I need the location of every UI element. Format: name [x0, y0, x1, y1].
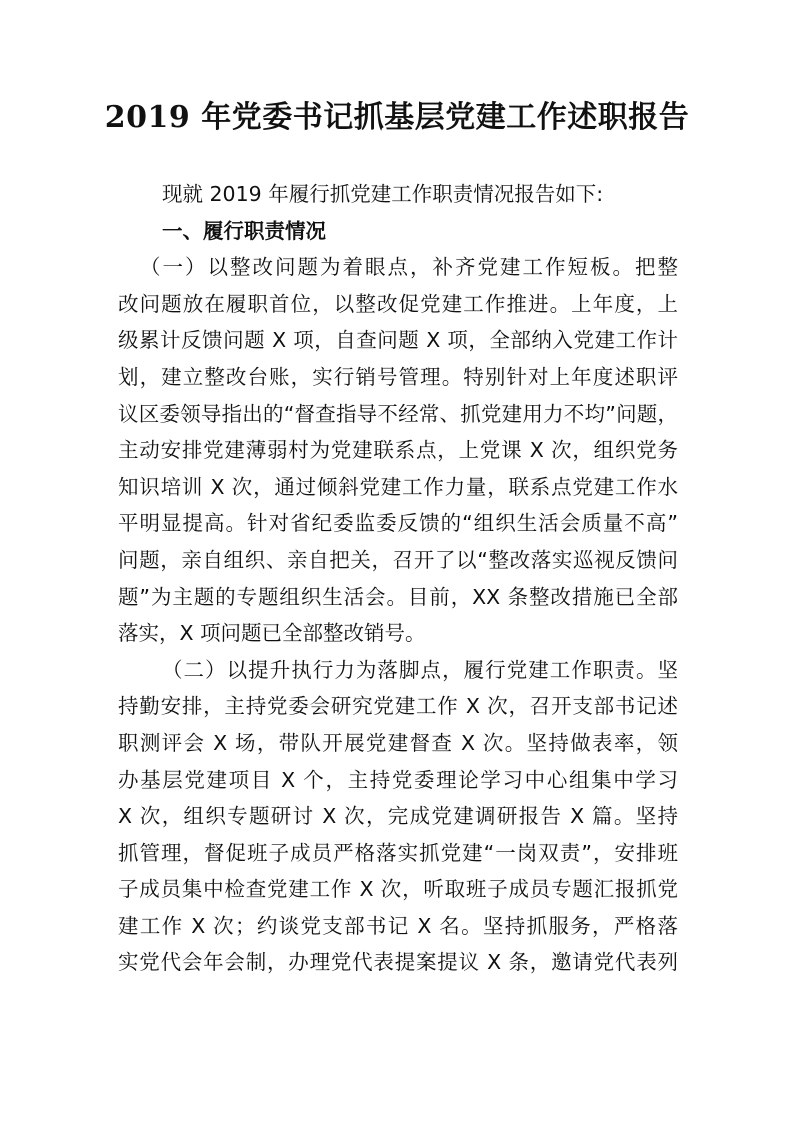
- paragraph-line: 议区委领导指出的“督查指导不经常、抓党建用力不均”问题，: [118, 401, 678, 426]
- paragraph-line: 知识培训 X 次，通过倾斜党建工作力量，联系点党建工作水: [118, 474, 678, 499]
- paragraph-line: 抓管理，督促班子成员严格落实抓党建“一岗双责”，安排班: [118, 840, 678, 865]
- paragraph-line: 问题，亲自组织、亲自把关，召开了以“整改落实巡视反馈问: [118, 547, 678, 572]
- paragraph-line: 持勤安排，主持党委会研究党建工作 X 次，召开支部书记述: [118, 694, 678, 719]
- paragraph-line: 落实，X 项问题已全部整改销号。: [118, 621, 426, 646]
- paragraph-line: 平明显提高。针对省纪委监委反馈的“组织生活会质量不高”: [118, 511, 678, 536]
- paragraph-line: 题”为主题的专题组织生活会。目前，XX 条整改措施已全部: [118, 584, 678, 609]
- paragraph-line: 办基层党建项目 X 个，主持党委理论学习中心组集中学习: [118, 767, 678, 792]
- paragraph-line: （一）以整改问题为着眼点，补齐党建工作短板。把整: [140, 255, 678, 280]
- intro-paragraph: 现就 2019 年履行抓党建工作职责情况报告如下:: [162, 182, 604, 206]
- paragraph-line: 级累计反馈问题 X 项，自查问题 X 项，全部纳入党建工作计: [118, 328, 678, 353]
- paragraph-line: 实党代会年会制，办理党代表提案提议 X 条，邀请党代表列: [118, 950, 678, 975]
- paragraph-line: 建工作 X 次；约谈党支部书记 X 名。坚持抓服务，严格落: [118, 913, 678, 938]
- paragraph-line: 划，建立整改台账，实行销号管理。特别针对上年度述职评: [118, 364, 678, 389]
- paragraph-line: 主动安排党建薄弱村为党建联系点，上党课 X 次，组织党务: [118, 438, 678, 463]
- paragraph-line: 子成员集中检查党建工作 X 次，听取班子成员专题汇报抓党: [118, 877, 678, 902]
- paragraph-line: X 次，组织专题研讨 X 次，完成党建调研报告 X 篇。坚持: [118, 804, 678, 829]
- paragraph-line: （二）以提升执行力为落脚点，履行党建工作职责。坚: [162, 657, 678, 682]
- document-title: 2019 年党委书记抓基层党建工作述职报告: [104, 100, 690, 135]
- document-body: [118, 176, 678, 981]
- paragraph-line: 改问题放在履职首位，以整改促党建工作推进。上年度，上: [118, 291, 678, 316]
- paragraph-line: 职测评会 X 场，带队开展党建督查 X 次。坚持做表率，领: [118, 730, 678, 755]
- section-heading: 一、履行职责情况: [162, 218, 326, 243]
